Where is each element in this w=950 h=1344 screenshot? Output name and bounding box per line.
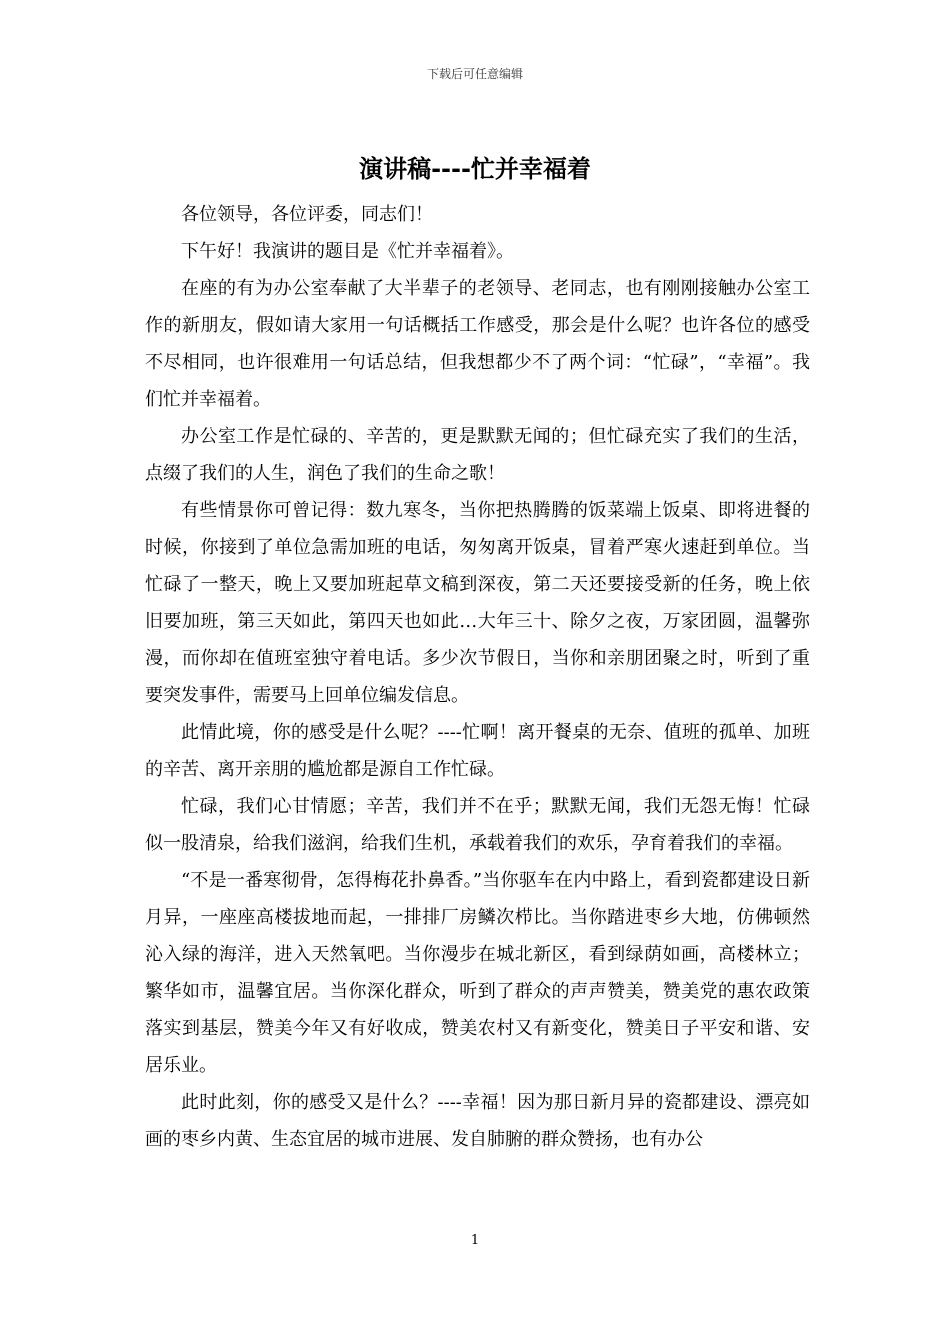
paragraph: 办公室工作是忙碌的、辛苦的，更是默默无闻的；但忙碌充实了我们的生活，点缀了我们的人生，润色了我们的生命之歌！ — [145, 426, 810, 484]
paragraph: 下午好！我演讲的题目是《忙并幸福着》。 — [181, 241, 514, 262]
paragraph: “不是一番寒彻骨，怎得梅花扑鼻香。”当你驱车在内中路上，看到瓷都建设日新月异，一座座高楼拔地而起，一排排厂房鳞次栉比。当你踏进枣乡大地，仿佛顿然沁入绿的海洋，进入天然氧吧。当你漫步在城北新区，看到绿荫如画，高楼林立；繁华如市，温馨宜居。当你深化群众，听到了群众的声声赞美，赞美党的惠农政策落实到基层，赞美今年又有好收成，赞美农村又有新变化，赞美日子平安和谐、安居乐业。 — [145, 870, 810, 1076]
document-body — [145, 196, 810, 1158]
paragraph: 此时此刻，你的感受又是什么？----幸福！因为那日新月异的瓷都建设、漂亮如画的枣乡内黄、生态宜居的城市进展、发自肺腑的群众赞扬，也有办公 — [145, 1092, 810, 1150]
page-number: 1 — [470, 1233, 480, 1248]
page-header-note: 下载后可任意编辑 — [426, 67, 523, 81]
paragraph: 有些情景你可曾记得：数九寒冬，当你把热腾腾的饭菜端上饭桌、即将进餐的时候，你接到了单位急需加班的电话，匆匆离开饭桌，冒着严寒火速赶到单位。当忙碌了一整天，晚上又要加班起草文稿到深夜，第二天还要接受新的任务，晚上依旧要加班，第三天如此，第四天也如此…大年三十、除夕之夜，万家团圆，温馨弥漫，而你却在值班室独守着电话。多少次节假日，当你和亲朋团聚之时，听到了重要突发事件，需要马上回单位编发信息。 — [145, 500, 810, 706]
paragraph: 此情此境，你的感受是什么呢？----忙啊！离开餐桌的无奈、值班的孤单、加班的辛苦、离开亲朋的尴尬都是源自工作忙碌。 — [145, 722, 810, 780]
paragraph: 忙碌，我们心甘情愿；辛苦，我们并不在乎；默默无闻，我们无怨无悔！忙碌似一股清泉，给我们滋润，给我们生机，承载着我们的欢乐，孕育着我们的幸福。 — [145, 796, 810, 854]
paragraph: 各位领导，各位评委，同志们！ — [181, 204, 433, 225]
paragraph: 在座的有为办公室奉献了大半辈子的老领导、老同志，也有刚刚接触办公室工作的新朋友，假如请大家用一句话概括工作感受，那会是什么呢？也许各位的感受不尽相同，也许很难用一句话总结，但我想都少不了两个词：“忙碌”，“幸福”。我们忙并幸福着。 — [145, 278, 810, 410]
document-title: 演讲稿----忙并幸福着 — [359, 155, 591, 183]
